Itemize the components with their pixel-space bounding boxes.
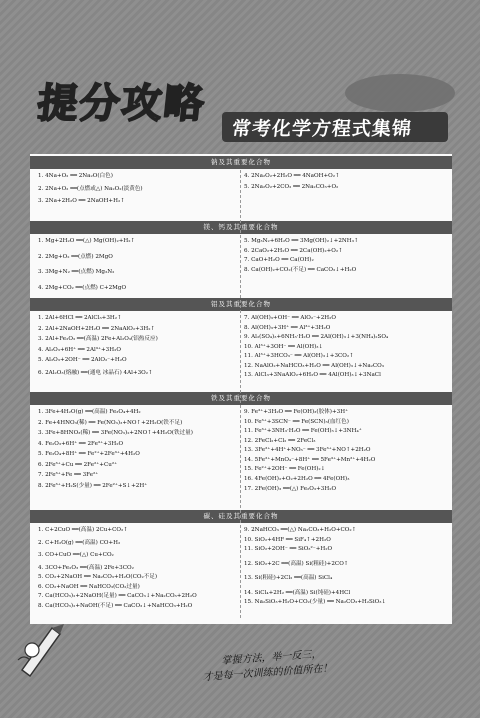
equation-line: 15. Fe²⁺+2OH⁻ ══ Fe(OH)₂↓ xyxy=(244,466,326,473)
section-carbon-right xyxy=(244,527,449,607)
equation-line: 6. 2CaO₂+2H₂O ══ 2Ca(OH)₂+O₂↑ xyxy=(244,247,343,254)
equation-line: 2. 2Na+O₂ ══(点燃或△) Na₂O₂(淡黄色) xyxy=(38,185,143,192)
equation-line: 5. Fe₃O₄+8H⁺ ══ Fe²⁺+2Fe³⁺+4H₂O xyxy=(38,451,140,458)
equation-line: 4. Al₂O₃+6H⁺ ══ 2Al³⁺+3H₂O xyxy=(38,346,121,353)
equation-line: 16. 4Fe(OH)₂+O₂+2H₂O ══ 4Fe(OH)₃ xyxy=(244,475,350,482)
equation-line: 4. Fe₂O₃+6H⁺ ══ 2Fe³⁺+3H₂O xyxy=(38,440,124,447)
equation-line: 5. Mg₃N₂+6H₂O ══ 3Mg(OH)₂↓+2NH₃↑ xyxy=(244,238,359,244)
page-subtitle: 常考化学方程式集锦 xyxy=(230,118,414,140)
equation-line: 7. Ca(HCO₃)₂+2NaOH(足量) ══ CaCO₃↓+Na₂CO₃+2H₂O xyxy=(38,593,197,600)
equation-line: 4. 2Mg+CO₂ ══(点燃) C+2MgO xyxy=(38,284,127,291)
equation-line: 9. Fe³⁺+3H₂O ══ Fe(OH)₃(胶体)+3H⁺ xyxy=(244,409,349,415)
section-iron-left xyxy=(38,409,238,490)
cloud-decoration xyxy=(345,74,455,112)
section-carbon-left xyxy=(38,527,238,610)
section-heading-magnesium: 镁、钙及其重要化合物 xyxy=(30,221,452,234)
equation-line: 9. 2NaHCO₃ ══(△) Na₂CO₃+H₂O+CO₂↑ xyxy=(244,527,357,533)
equation-line: 14. SiCl₄+2H₂ ══(高温) Si(纯硅)+4HCl xyxy=(244,589,351,596)
section-aluminum-right xyxy=(244,315,449,380)
equation-line: 10. Fe³⁺+3SCN⁻ ══ Fe(SCN)₃(血红色) xyxy=(244,418,349,425)
equation-line: 10. Al³⁺+3OH⁻ ══ Al(OH)₃↓ xyxy=(244,343,324,350)
column-divider xyxy=(240,170,241,618)
pencil-mascot-icon xyxy=(14,610,69,680)
equation-line: 2. Fe+4HNO₃(稀) ══ Fe(NO₃)₃+NO↑+2H₂O(铁不足) xyxy=(38,419,183,426)
motto xyxy=(202,646,333,684)
equation-line: 5. Al₂O₃+2OH⁻ ══ 2AlO₂⁻+H₂O xyxy=(38,357,127,364)
equation-line: 14. 5Fe²⁺+MnO₄⁻+8H⁺ ══ 5Fe³⁺+Mn²⁺+4H₂O xyxy=(244,456,376,463)
equation-line: 3. 2Na+2H₂O ══ 2NaOH+H₂↑ xyxy=(38,198,125,205)
equation-line: 7. Al(OH)₃+OH⁻ ══ AlO₂⁻+2H₂O xyxy=(244,315,336,321)
section-sodium-left xyxy=(38,173,238,206)
equation-line: 12. NaAlO₂+NaHCO₃+H₂O ══ Al(OH)₃↓+Na₂CO₃ xyxy=(244,362,385,369)
equation-line: 15. Na₂SiO₃+H₂O+CO₂(少量) ══ Na₂CO₃+H₂SiO₃↓ xyxy=(244,599,387,606)
equation-line: 4. 2Na₂O₂+2H₂O ══ 4NaOH+O₂↑ xyxy=(244,173,340,179)
equation-line: 13. 3Fe²⁺+4H⁺+NO₃⁻ ══ 3Fe³⁺+NO↑+2H₂O xyxy=(244,447,371,454)
equation-line: 1. Mg+2H₂O ══(△) Mg(OH)₂+H₂↑ xyxy=(38,238,136,244)
equation-line: 8. Al(OH)₃+3H⁺ ══ Al³⁺+3H₂O xyxy=(244,324,331,331)
equation-line: 6. 2Al₂O₃(熔融) ══(通电 冰晶石) 4Al+3O₂↑ xyxy=(38,369,153,376)
section-iron-right xyxy=(244,409,449,494)
motto-line-2: 才是每一次训练的价值所在！ xyxy=(202,663,333,684)
equation-line: 7. CaO+H₂O ══ Ca(OH)₂ xyxy=(244,257,314,264)
equation-line: 2. 2Al+2NaOH+2H₂O ══ 2NaAlO₂+3H₂↑ xyxy=(38,325,156,332)
equation-line: 3. CO+CuO ══(△) Cu+CO₂ xyxy=(38,552,114,559)
equation-line: 4. 3CO+Fe₂O₃ ══(高温) 2Fe+3CO₂ xyxy=(38,564,134,571)
equation-line: 7. 2Fe³⁺+Fe ══ 3Fe²⁺ xyxy=(38,472,99,479)
equation-line: 12. SiO₂+2C ══(高温) Si(粗硅)+2CO↑ xyxy=(244,560,349,567)
section-heading-sodium: 钠及其重要化合物 xyxy=(30,156,452,169)
equation-line: 11. Al³⁺+3HCO₃⁻ ══ Al(OH)₃↓+3CO₂↑ xyxy=(244,353,354,360)
equation-line: 8. Ca(OH)₂+CO₂(不足) ══ CaCO₃↓+H₂O xyxy=(244,266,357,273)
equation-line: 6. CO₂+NaOH ══ NaHCO₃(CO₂过量) xyxy=(38,583,140,590)
equation-line: 13. Si(粗硅)+2Cl₂ ══(高温) SiCl₄ xyxy=(244,575,333,582)
equation-line: 2. C+H₂O(g) ══(高温) CO+H₂ xyxy=(38,539,121,546)
equation-line: 5. CO₂+2NaOH ══ Na₂CO₃+H₂O(CO₂不足) xyxy=(38,574,158,581)
equation-line: 2. 2Mg+O₂ ══(点燃) 2MgO xyxy=(38,253,113,260)
equation-line: 1. 3Fe+4H₂O(g) ══(高温) Fe₃O₄+4H₂ xyxy=(38,409,141,415)
equation-line: 8. 2Fe³⁺+H₂S(少量) ══ 2Fe²⁺+S↓+2H⁺ xyxy=(38,482,148,489)
section-magnesium-left xyxy=(38,238,238,292)
equation-line: 6. 2Fe³⁺+Cu ══ 2Fe²⁺+Cu²⁺ xyxy=(38,461,118,468)
section-heading-carbon-silicon: 碳、硅及其重要化合物 xyxy=(30,510,452,523)
equation-line: 1. 4Na+O₂ ══ 2Na₂O(白色) xyxy=(38,173,113,179)
equation-line: 5. 2Na₂O₂+2CO₂ ══ 2Na₂CO₃+O₂ xyxy=(244,183,339,190)
section-aluminum-left xyxy=(38,315,238,377)
equation-line: 11. SiO₂+2OH⁻ ══ SiO₃²⁻+H₂O xyxy=(244,546,333,553)
section-sodium-right xyxy=(244,173,444,191)
equation-line: 3. 2Al+Fe₂O₃ ══(高温) 2Fe+Al₂O₃(铝热反应) xyxy=(38,336,158,343)
equation-line: 13. AlCl₃+3NaAlO₂+6H₂O ══ 4Al(OH)₃↓+3NaCl xyxy=(244,372,381,379)
equation-line: 12. 2FeCl₂+Cl₂ ══ 2FeCl₃ xyxy=(244,437,316,444)
page-title: 提分攻略 xyxy=(35,81,209,127)
equation-line: 3. 3Fe+8HNO₃(稀) ══ 3Fe(NO₃)₂+2NO↑+4H₂O(铁过量) xyxy=(38,430,193,437)
equation-line: 1. 2Al+6HCl ══ 2AlCl₃+3H₂↑ xyxy=(38,315,122,321)
equation-line: 3. 3Mg+N₂ ══(点燃) Mg₃N₂ xyxy=(38,269,115,276)
equation-line: 17. 2Fe(OH)₃ ══(△) Fe₂O₃+3H₂O xyxy=(244,486,337,493)
section-magnesium-right xyxy=(244,238,444,274)
section-heading-iron: 铁及其重要化合物 xyxy=(30,392,452,405)
motto-line-1: 掌握方法，举一反三， xyxy=(221,648,322,667)
equation-line: 11. Fe³⁺+3NH₃·H₂O ══ Fe(OH)₃↓+3NH₄⁺ xyxy=(244,428,362,435)
equation-line: 8. Ca(HCO₃)₂+NaOH(不足) ══ CaCO₃↓+NaHCO₃+H₂O xyxy=(38,602,193,609)
equation-line: 1. C+2CuO ══(高温) 2Cu+CO₂↑ xyxy=(38,527,128,533)
equation-line: 9. Al₂(SO₄)₃+6NH₃·H₂O ══ 2Al(OH)₃↓+3(NH₄)₂SO₄ xyxy=(244,334,389,341)
section-heading-aluminum: 铝及其重要化合物 xyxy=(30,298,452,311)
equation-line: 10. SiO₂+4HF ══ SiF₄↑+2H₂O xyxy=(244,536,331,543)
